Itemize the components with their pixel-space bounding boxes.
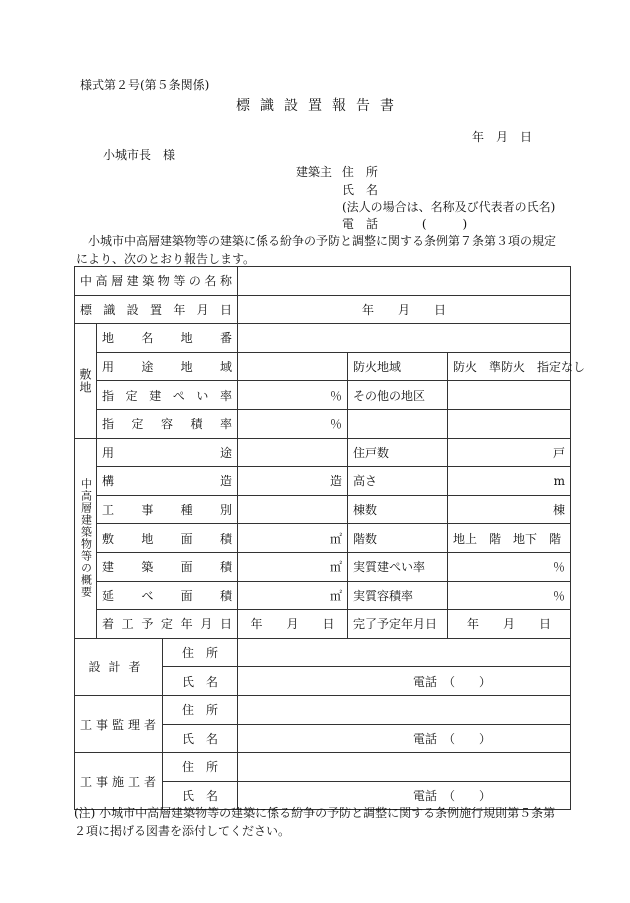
lot-field[interactable] (238, 324, 571, 353)
coverage-field[interactable]: ％ (238, 381, 348, 410)
supervisor-address-label: 住 所 (163, 695, 238, 724)
designer-label: 設計者 (75, 638, 163, 695)
structure-field[interactable]: 造 (238, 467, 348, 496)
table-row (75, 695, 571, 724)
contractor-phone[interactable]: 電話 （ ） (238, 781, 571, 810)
applicant-phone-label: 電 話 (342, 217, 379, 231)
table-row (75, 753, 571, 782)
floor-area-field[interactable]: ㎡ (238, 581, 348, 610)
applicant-name-label: 氏 名 (342, 183, 379, 197)
table-row (75, 409, 571, 438)
designer-address-field[interactable] (238, 638, 571, 667)
other-zone-label: その他の地区 (348, 381, 448, 410)
table-row (75, 581, 571, 610)
work-type-label: 工事種別 (102, 503, 232, 518)
form-number: 様式第２号(第５条関係) (80, 78, 210, 92)
contractor-label: 工事施工者 (75, 753, 163, 810)
table-row (75, 610, 571, 639)
table-row (75, 267, 571, 296)
table-row (75, 324, 571, 353)
building-name-label: 中高層建築物等の名称 (80, 274, 232, 289)
designer-address-label: 住 所 (163, 638, 238, 667)
applicant-address-row (296, 163, 378, 180)
table-row (75, 495, 571, 524)
contractor-address-label: 住 所 (163, 753, 238, 782)
supervisor-phone[interactable]: 電話 （ ） (238, 724, 571, 753)
start-date-field[interactable]: 年 月 日 (238, 610, 348, 639)
designer-name-label: 氏 名 (163, 667, 238, 696)
report-date: 年 月 日 (472, 130, 533, 144)
applicant-phone-row (342, 215, 467, 232)
far-blank-1 (348, 409, 448, 438)
supervisor-label: 工事監理者 (75, 695, 163, 752)
finish-date-field[interactable]: 年 月 日 (448, 610, 571, 639)
site-group-label: 敷地 (75, 324, 97, 438)
building-name-field[interactable] (238, 267, 571, 296)
outline-group-label: 中高層建築物等の概要 (75, 438, 97, 638)
far-field[interactable]: ％ (238, 409, 348, 438)
contractor-address-field[interactable] (238, 753, 571, 782)
applicant-address-label: 住 所 (341, 165, 378, 179)
lead-text: 小城市中高層建築物等の建築に係る紛争の予防と調整に関する条例第７条第３項の規定により、次のとおり報告します。 (76, 234, 557, 266)
lot-label: 地名地番 (102, 331, 232, 346)
bldg-count-field[interactable]: 棟 (448, 495, 571, 524)
units-field[interactable]: 戸 (448, 438, 571, 467)
floors-field[interactable]: 地上 階 地下 階 (448, 524, 571, 553)
addressee: 小城市長 様 (103, 148, 176, 162)
finish-date-label: 完了予定年月日 (348, 610, 448, 639)
table-row (75, 295, 571, 324)
coverage-label: 指定建ぺい率 (102, 388, 232, 403)
designer-phone[interactable]: 電話 （ ） (238, 667, 571, 696)
applicant-corp-note: (法人の場合は、名称及び代表者の氏名) (342, 200, 556, 214)
actual-coverage-label: 実質建ぺい率 (348, 552, 448, 581)
table-row (75, 552, 571, 581)
sign-date-label: 標識設置年月日 (80, 302, 232, 317)
floors-label: 階数 (348, 524, 448, 553)
structure-label: 構造 (102, 474, 232, 489)
use-field[interactable] (238, 438, 348, 467)
actual-far-field[interactable]: ％ (448, 581, 571, 610)
bldg-count-label: 棟数 (348, 495, 448, 524)
building-area-field[interactable]: ㎡ (238, 552, 348, 581)
footnote: (注) 小城市中高層建築物等の建築に係る紛争の予防と調整に関する条例施行規則第５条第２項に掲げる図書を添付してください。 (74, 806, 556, 838)
start-date-label: 着工予定年月日 (102, 617, 232, 632)
applicant-heading: 建築主 (296, 165, 333, 179)
fire-zone-label: 防火地域 (348, 352, 448, 381)
site-area-label: 敷地面積 (102, 531, 232, 546)
height-label: 高さ (348, 467, 448, 496)
table-row (75, 438, 571, 467)
actual-far-label: 実質容積率 (348, 581, 448, 610)
far-blank-2 (448, 409, 571, 438)
fire-zone-options[interactable]: 防火 準防火 指定なし (448, 352, 571, 381)
site-area-field[interactable]: ㎡ (238, 524, 348, 553)
supervisor-address-field[interactable] (238, 695, 571, 724)
applicant-phone-parens: ( ) (421, 217, 468, 231)
supervisor-name-label: 氏 名 (163, 724, 238, 753)
zoning-label: 用途地域 (102, 360, 232, 375)
table-row (75, 381, 571, 410)
report-form-table (74, 266, 586, 810)
other-zone-field[interactable] (448, 381, 571, 410)
table-row (75, 352, 571, 381)
use-label: 用途 (102, 445, 232, 460)
contractor-name-label: 氏 名 (163, 781, 238, 810)
height-field[interactable]: m (448, 467, 571, 496)
work-type-field[interactable] (238, 495, 348, 524)
table-row (75, 638, 571, 667)
document-title: 標識設置報告書 (236, 98, 404, 114)
table-row (75, 467, 571, 496)
sign-date-field[interactable]: 年 月 日 (238, 295, 571, 324)
table-row (75, 524, 571, 553)
zoning-field[interactable] (238, 352, 348, 381)
building-area-label: 建築面積 (102, 560, 232, 575)
floor-area-label: 延べ面積 (102, 588, 232, 603)
actual-coverage-field[interactable]: ％ (448, 552, 571, 581)
units-label: 住戸数 (348, 438, 448, 467)
far-label: 指定容積率 (102, 417, 232, 432)
